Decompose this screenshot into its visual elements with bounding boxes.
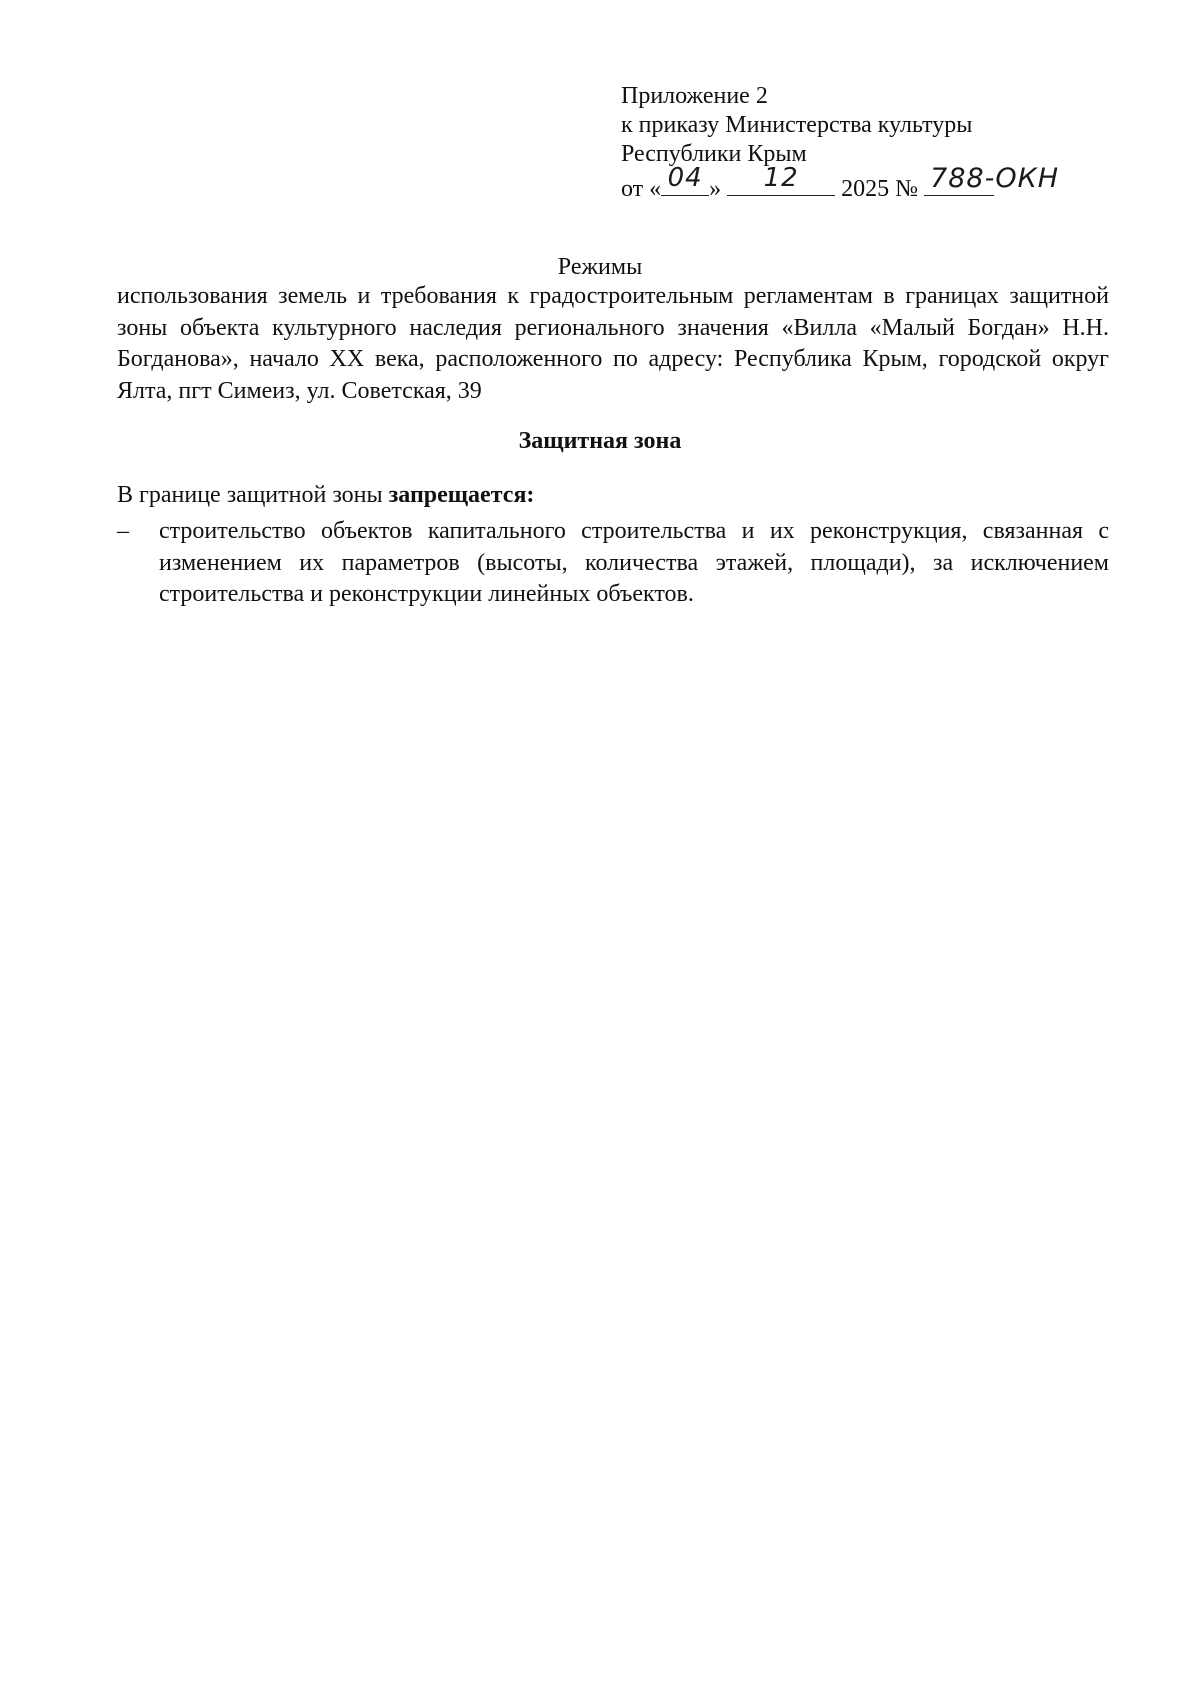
order-number-handwritten: 788-ОКН [930, 163, 1060, 194]
prohibition-lead-text: В границе защитной зоны [117, 482, 389, 508]
section-heading: Защитная зона [518, 428, 682, 454]
list-item [117, 516, 1109, 611]
appendix-line-3: Республики Крым [621, 141, 807, 167]
appendix-header [621, 82, 1060, 204]
date-quote-close: » [709, 176, 722, 202]
date-day-field [661, 163, 709, 196]
prohibition-lead [117, 482, 534, 509]
appendix-line-2: к приказу Министерства культуры [621, 112, 973, 138]
document-subtitle: использования земель и требования к градостроительным регламентам в границах защитной зоны объекта культурного наследия регионального значения «Вилла «Малый Богдан» Н.Н. Богданова», начало XX века, расположенного по адресу: Республика Крым, городской округ Ялта, пгт Симеиз, ул. Советская, 39 [117, 283, 1109, 404]
date-prefix: от « [621, 176, 662, 202]
document-title: Режимы [557, 254, 643, 280]
list-item-text: строительство объектов капитального строительства и их реконструкция, связанная с изменением их параметров (высоты, количества этажей, площади), за исключением строительства и реконструкции линейных объектов. [159, 518, 1109, 607]
date-day-handwritten: 04 [667, 163, 703, 193]
appendix-line-1: Приложение 2 [621, 83, 768, 109]
date-month-handwritten: 12 [763, 163, 799, 193]
order-date-line [621, 163, 1060, 204]
prohibition-list [117, 516, 1109, 611]
prohibition-emphasis: запрещается: [388, 482, 535, 508]
date-year-number-label: 2025 № [841, 176, 919, 202]
order-number-field [924, 163, 1060, 196]
date-month-field [727, 163, 835, 196]
list-dash-marker: – [117, 518, 129, 544]
